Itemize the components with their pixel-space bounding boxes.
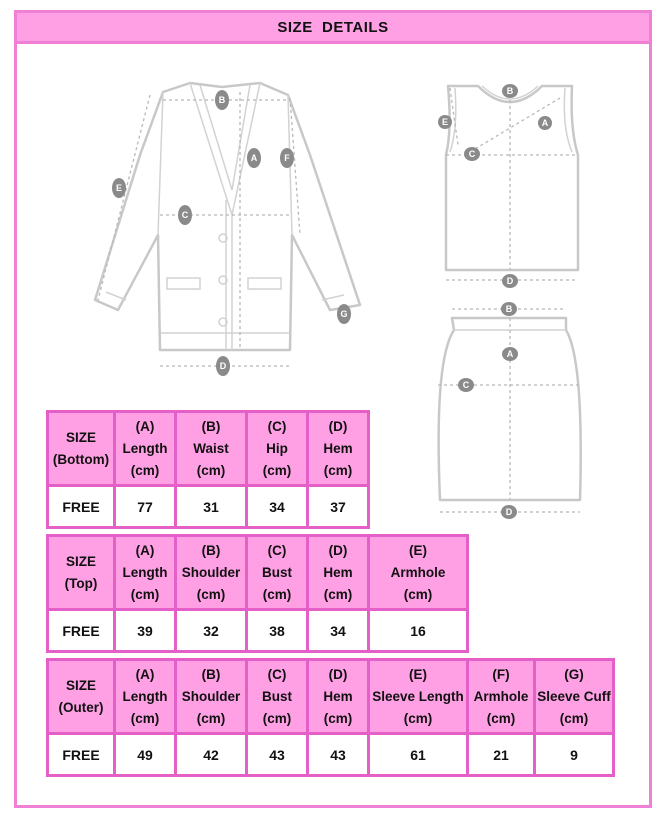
svg-text:F: F <box>284 153 290 163</box>
page-title: SIZE DETAILS <box>14 10 652 44</box>
value-cell: 38 <box>247 610 308 652</box>
cardigan-diagram <box>95 83 360 376</box>
svg-text:E: E <box>441 117 449 127</box>
table-row <box>48 734 614 776</box>
svg-text:D: D <box>506 276 514 286</box>
header-cell-waist: (B) Waist (cm) <box>176 412 247 486</box>
svg-text:A: A <box>506 349 514 359</box>
header-cell-hem: (D) Hem (cm) <box>308 412 369 486</box>
value-cell: FREE <box>48 734 115 776</box>
value-cell: 37 <box>308 486 369 528</box>
value-cell: 32 <box>176 610 247 652</box>
svg-text:C: C <box>468 149 476 159</box>
table-header-row <box>48 660 614 734</box>
svg-text:A: A <box>250 153 258 163</box>
header-cell-size: SIZE (Outer) <box>48 660 115 734</box>
table-row <box>48 610 468 652</box>
table-row <box>48 486 369 528</box>
svg-text:A: A <box>541 118 549 128</box>
header-cell-sleeve-cuff: (G) Sleeve Cuff (cm) <box>535 660 614 734</box>
svg-text:C: C <box>181 210 189 220</box>
skirt-diagram <box>438 302 582 519</box>
header-cell-bust: (C) Bust (cm) <box>247 536 308 610</box>
header-cell-size: SIZE (Bottom) <box>48 412 115 486</box>
svg-text:D: D <box>219 361 227 371</box>
header-cell-shoulder: (B) Shoulder (cm) <box>176 536 247 610</box>
header-cell-bust: (C) Bust (cm) <box>247 660 308 734</box>
value-cell: 34 <box>308 610 369 652</box>
value-cell: 9 <box>535 734 614 776</box>
svg-text:B: B <box>505 304 513 314</box>
svg-text:E: E <box>115 183 123 193</box>
value-cell: 31 <box>176 486 247 528</box>
size-table-outer <box>46 658 615 777</box>
size-table-top <box>46 534 469 653</box>
header-cell-armhole: (F) Armhole (cm) <box>468 660 535 734</box>
value-cell: 77 <box>115 486 176 528</box>
value-cell: 49 <box>115 734 176 776</box>
header-cell-length: (A) Length (cm) <box>115 412 176 486</box>
header-cell-sleeve-length: (E) Sleeve Length (cm) <box>369 660 468 734</box>
svg-text:C: C <box>462 380 470 390</box>
svg-text:G: G <box>340 309 348 319</box>
value-cell: 39 <box>115 610 176 652</box>
header-cell-size: SIZE (Top) <box>48 536 115 610</box>
header-cell-hem: (D) Hem (cm) <box>308 536 369 610</box>
size-table-bottom <box>46 410 370 529</box>
value-cell: 34 <box>247 486 308 528</box>
header-cell-armhole: (E) Armhole (cm) <box>369 536 468 610</box>
value-cell: 16 <box>369 610 468 652</box>
value-cell: 21 <box>468 734 535 776</box>
svg-text:B: B <box>506 86 514 96</box>
svg-text:D: D <box>505 507 513 517</box>
value-cell: FREE <box>48 486 115 528</box>
header-cell-length: (A) Length (cm) <box>115 536 176 610</box>
value-cell: 61 <box>369 734 468 776</box>
header-cell-length: (A) Length (cm) <box>115 660 176 734</box>
table-header-row <box>48 412 369 486</box>
table-header-row <box>48 536 468 610</box>
value-cell: 43 <box>247 734 308 776</box>
header-cell-shoulder: (B) Shoulder (cm) <box>176 660 247 734</box>
value-cell: 42 <box>176 734 247 776</box>
value-cell: 43 <box>308 734 369 776</box>
value-cell: FREE <box>48 610 115 652</box>
header-cell-hip: (C) Hip (cm) <box>247 412 308 486</box>
header-cell-hem: (D) Hem (cm) <box>308 660 369 734</box>
top-diagram <box>438 84 578 288</box>
svg-text:B: B <box>218 95 226 105</box>
